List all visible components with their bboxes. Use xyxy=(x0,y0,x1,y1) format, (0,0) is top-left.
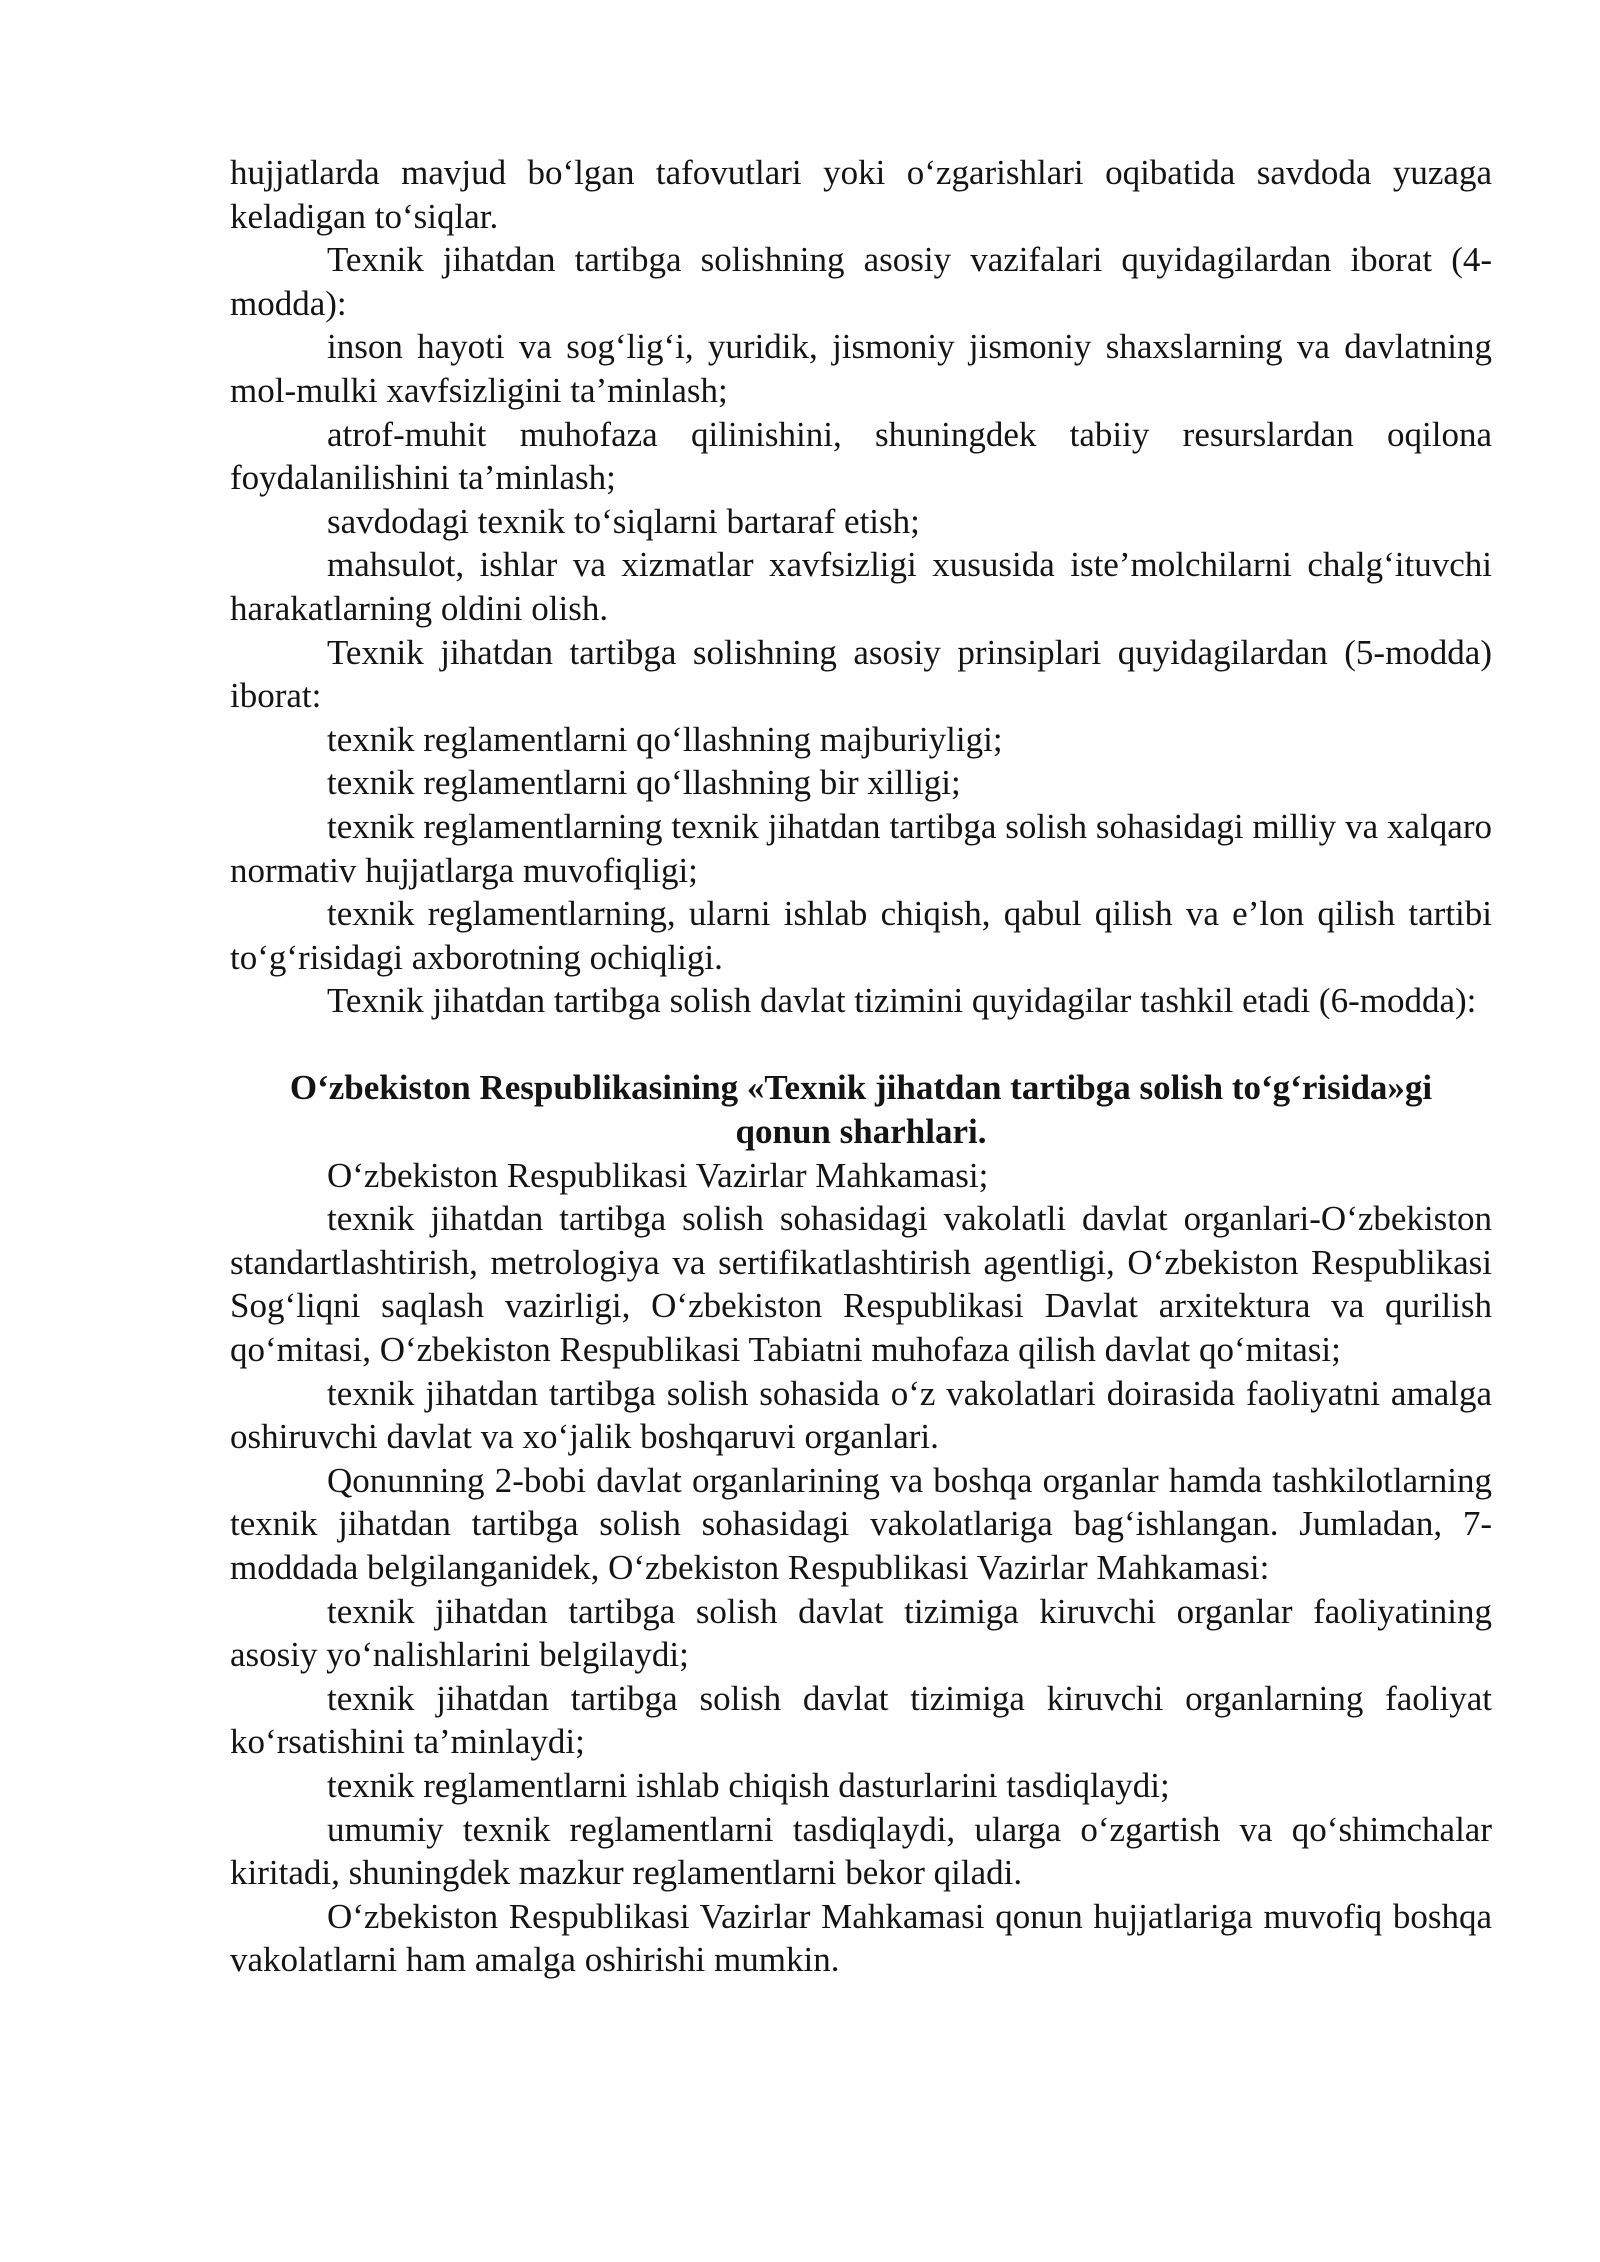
list-item-task: inson hayoti va sog‘lig‘i, yuridik, jismoniy jismoniy shaxslarning va davlatning mol-mulki xavfsizligini ta’minlash; xyxy=(230,327,1492,410)
paragraph-chapter-two: Qonunning 2-bobi davlat organlarining va boshqa organlar hamda tashkilotlarning texnik jihatdan tartibga solish sohasidagi vakolatlariga bag‘ishlangan. Jumladan, 7-moddada belgilanganidek, O‘zbekiston Respublikasi Vazirlar Mahkamasi: xyxy=(230,1460,1492,1587)
list-item-authority: texnik reglamentlarni ishlab chiqish dasturlarini tasdiqlaydi; xyxy=(327,1765,1170,1805)
paragraph-closing: O‘zbekiston Respublikasi Vazirlar Mahkamasi qonun hujjatlariga muvofiq boshqa vakolatlarni ham amalga oshirishi mumkin. xyxy=(230,1896,1492,1980)
list-item-principle: texnik reglamentlarning texnik jihatdan tartibga solish sohasidagi milliy va xalqaro normativ hujjatlarga muvofiqligi; xyxy=(230,806,1492,890)
list-item-task: mahsulot, ishlar va xizmatlar xavfsizligi xususida iste’molchilarni chalg‘ituvchi harakatlarning oldini olish. xyxy=(230,545,1492,628)
blank-line xyxy=(230,1023,1492,1067)
list-item-principle: texnik reglamentlarni qo‘llashning bir xilligi; xyxy=(327,763,961,803)
document-page xyxy=(230,151,1492,1982)
paragraph-system-intro: Texnik jihatdan tartibga solish davlat tizimini quyidagilar tashkil etadi (6-modda): xyxy=(327,981,1477,1021)
paragraph-continuation: hujjatlarda mavjud bo‘lgan tafovutlari yoki o‘zgarishlari oqibatida savdoda yuzaga keladigan to‘siqlar. xyxy=(230,153,1492,236)
list-item-task: atrof-muhit muhofaza qilinishini, shuningdek tabiiy resurslardan oqilona foydalanilishini ta’minlash; xyxy=(230,414,1492,498)
list-item-organ: O‘zbekiston Respublikasi Vazirlar Mahkamasi; xyxy=(327,1155,989,1195)
list-item-authority: texnik jihatdan tartibga solish davlat tizimiga kiruvchi organlarning faoliyat ko‘rsatishini ta’minlaydi; xyxy=(230,1678,1492,1762)
list-item-principle: texnik reglamentlarning, ularni ishlab chiqish, qabul qilish va e’lon qilish tartibi to‘g‘risidagi axborotning ochiqligi. xyxy=(230,894,1492,977)
list-item-authority: umumiy texnik reglamentlarni tasdiqlaydi, ularga o‘zgartish va qo‘shimchalar kiritadi, shuningdek mazkur reglamentlarni bekor qiladi. xyxy=(230,1809,1492,1893)
list-item-organ: texnik jihatdan tartibga solish sohasidagi vakolatli davlat organlari-O‘zbekiston standartlashtirish, metrologiya va sertifikatlashtirish agentligi, O‘zbekiston Respublikasi Sog‘liqni saqlash vazirligi, O‘zbekiston Respublikasi Davlat arxitektura va qurilish qo‘mitasi, O‘zbekiston Respublikasi Tabiatni muhofaza qilish davlat qo‘mitasi; xyxy=(230,1199,1492,1370)
list-item-authority: texnik jihatdan tartibga solish davlat tizimiga kiruvchi organlar faoliyatining asosiy yo‘nalishlarini belgilaydi; xyxy=(230,1591,1492,1675)
section-heading: O‘zbekiston Respublikasining «Texnik jihatdan tartibga solish to‘g‘risida»gi qonun sharhlari. xyxy=(289,1068,1433,1152)
paragraph-principles-intro: Texnik jihatdan tartibga solishning asosiy prinsiplari quyidagilardan (5-modda) iborat: xyxy=(230,632,1492,716)
list-item-principle: texnik reglamentlarni qo‘llashning majburiyligi; xyxy=(327,719,1003,759)
paragraph-tasks-intro: Texnik jihatdan tartibga solishning asosiy vazifalari quyidagilardan iborat (4-modda): xyxy=(230,240,1492,323)
list-item-organ: texnik jihatdan tartibga solish sohasida o‘z vakolatlari doirasida faoliyatni amalga oshiruvchi davlat va xo‘jalik boshqaruvi organlari. xyxy=(230,1373,1492,1457)
list-item-task: savdodagi texnik to‘siqlarni bartaraf etish; xyxy=(327,501,920,541)
